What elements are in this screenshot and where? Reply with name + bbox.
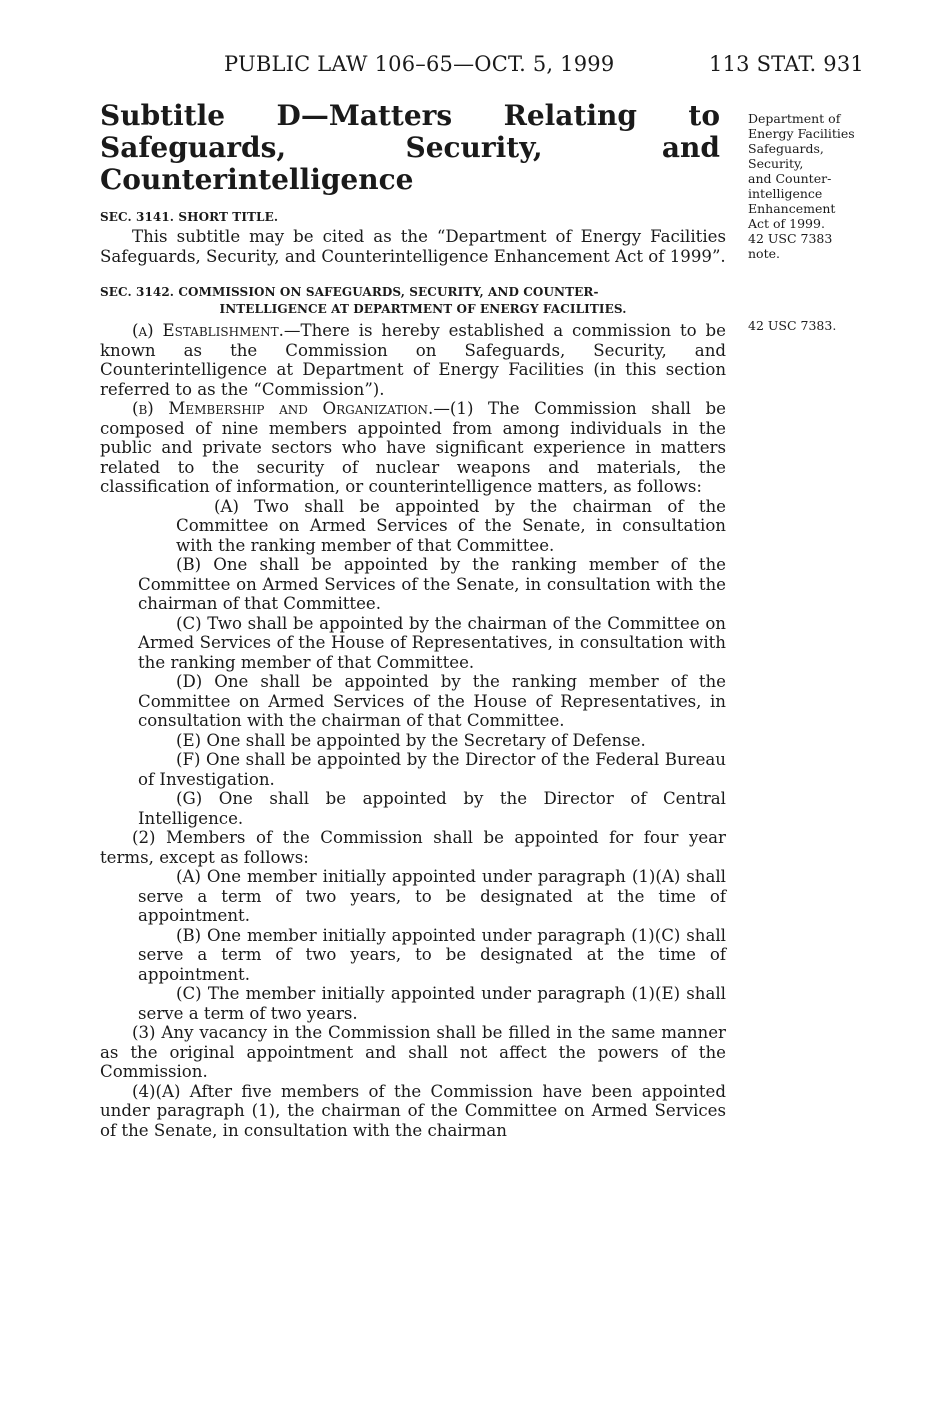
margin-note-usc: 42 USC 7383. [748,318,837,333]
clause-b1-F: (F) One shall be appointed by the Director of the Federal Bureau of Investigation. [138,750,726,789]
page-body [100,100,726,1140]
subsection-a-label: (a) Establishment. [132,321,284,340]
margin-note-line: Enhancement [748,201,836,216]
section-3142-heading-line1: SEC. 3142. COMMISSION ON SAFEGUARDS, SECURITY, AND COUNTER- [100,285,599,299]
subsection-b-text: —(1) The Commission shall be composed of nine members appointed from among individuals in the public and private sectors who have significant experience in matters related to the security of nuclear weapons and materials, the classification of information, or counterintelligence matters, as follows: [100,399,727,496]
paragraph-b3: (3) Any vacancy in the Commission shall be filled in the same manner as the original appointment and shall not affect the powers of the Commission. [100,1023,726,1081]
margin-note-short-title [748,111,868,261]
margin-note-line: Energy Facilities [748,126,855,141]
margin-note-line: Security, [748,156,804,171]
clause-b2-B: (B) One member initially appointed under paragraph (1)(C) shall serve a term of two years, to be designated at the time of appointment. [138,925,726,984]
margin-note-line: intelligence [748,186,823,201]
margin-note-line: and Counter- [748,171,832,186]
clause-b1-C: (C) Two shall be appointed by the chairman of the Committee on Armed Services of the House of Representatives, in consultation with the ranking member of that Committee. [138,613,726,672]
margin-note-line: 42 USC 7383 [748,231,833,246]
statute-page-number: 113 STAT. 931 [709,52,864,76]
margin-note-line: note. [748,246,780,261]
section-3142-heading [100,284,726,318]
section-3141-text: This subtitle may be cited as the “Department of Energy Facilities Safeguards, Security, and Counterintelligence Enhancement Act of 1999”. [100,227,726,266]
subsection-a [100,321,726,399]
running-header [100,52,864,80]
subsection-b [100,399,726,497]
subsection-a-text: —There is hereby established a commission to be known as the Commission on Safeguards, Security, and Counterintelligence at Department of Energy Facilities (in this section referred to as the “Commission”). [100,321,726,399]
subsection-b-label: (b) Membership and Organization. [132,399,434,418]
subtitle-heading: Subtitle D—Matters Relating to Safeguards, Security, and Counterintelligence [100,99,720,196]
margin-note-line: Safeguards, [748,141,824,156]
clause-b1-E: (E) One shall be appointed by the Secretary of Defense. [176,730,646,750]
public-law-citation: PUBLIC LAW 106–65—OCT. 5, 1999 [224,52,615,76]
clause-b1-B: (B) One shall be appointed by the ranking member of the Committee on Armed Services of the Senate, in consultation with the chairman of that Committee. [138,555,726,613]
section-3142-heading-line2: INTELLIGENCE AT DEPARTMENT OF ENERGY FACILITIES. [219,302,627,316]
clause-b1-A: (A) Two shall be appointed by the chairman of the Committee on Armed Services of the Senate, in consultation with the ranking member of that Committee. [176,496,726,555]
clause-b1-D: (D) One shall be appointed by the ranking member of the Committee on Armed Services of the House of Representatives, in consultation with the chairman of that Committee. [138,672,726,730]
paragraph-b4: (4)(A) After five members of the Commission have been appointed under paragraph (1), the chairman of the Committee on Armed Services of the Senate, in consultation with the chairman [100,1081,726,1140]
margin-note-line: Act of 1999. [748,216,825,231]
paragraph-b2: (2) Members of the Commission shall be appointed for four year terms, except as follows: [100,828,726,867]
clause-b2-A: (A) One member initially appointed under paragraph (1)(A) shall serve a term of two years, to be designated at the time of appointment. [138,867,726,925]
clause-b1-G: (G) One shall be appointed by the Director of Central Intelligence. [138,789,726,828]
clause-b2-C: (C) The member initially appointed under paragraph (1)(E) shall serve a term of two years. [138,984,726,1023]
margin-note-line: Department of [748,111,841,126]
section-3141-heading: SEC. 3141. SHORT TITLE. [100,210,279,224]
